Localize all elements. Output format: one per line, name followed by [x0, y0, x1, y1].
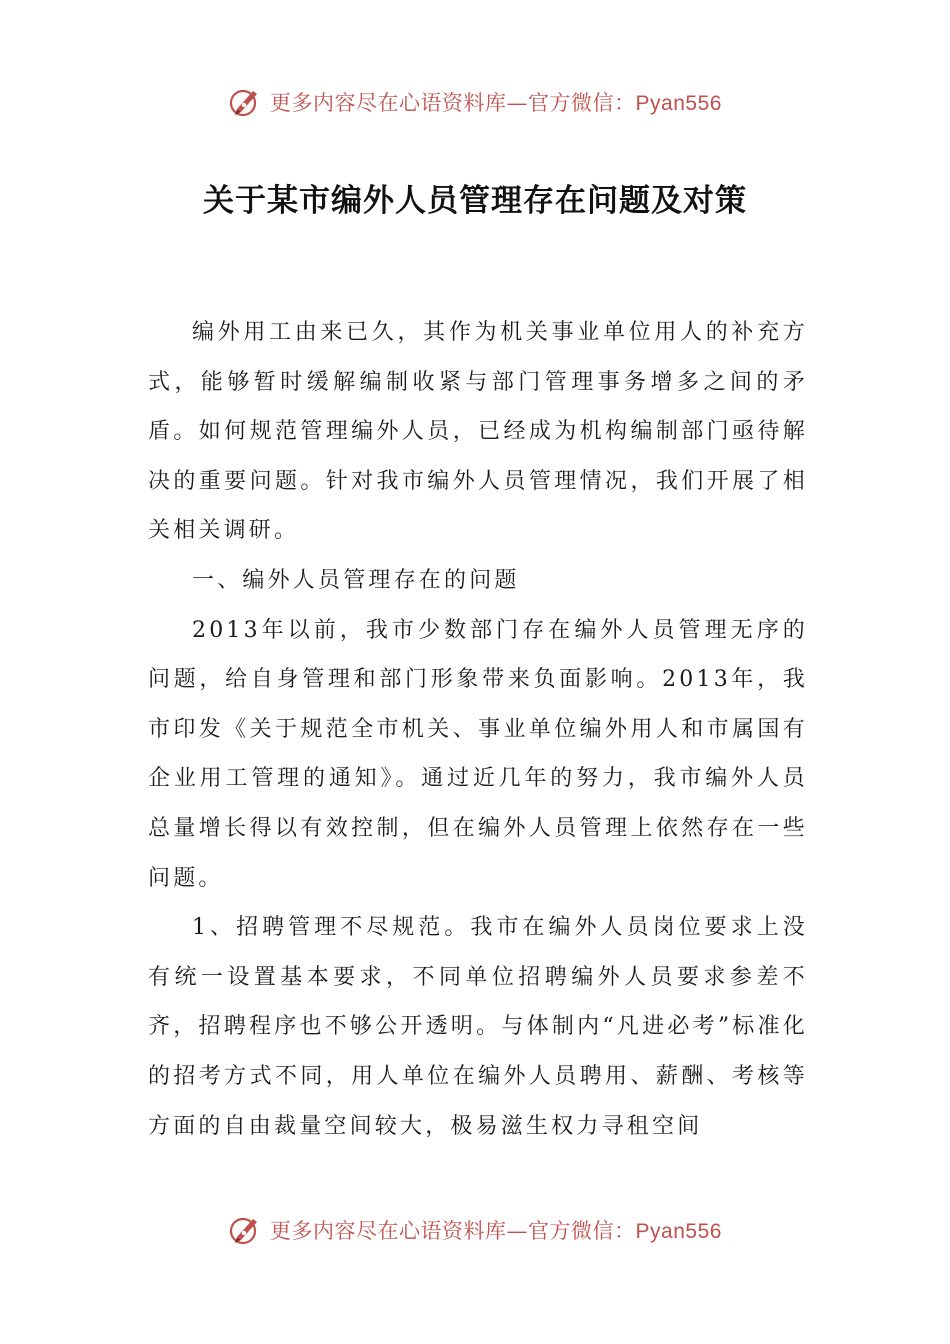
paragraph-issue-1: 1、招聘管理不尽规范。我市在编外人员岗位要求上没有统一设置基本要求，不同单位招聘编外人员要求参差不齐，招聘程序也不够公开透明。与体制内“凡进必考”标准化的招考方式不同，用人单位在编外人员聘用、薪酬、考核等方面的自由裁量空间较大，极易滋生权力寻租空间	[148, 915, 808, 1139]
watermark-account: Pyan556	[635, 92, 722, 115]
section-heading: 一、编外人员管理存在的问题	[192, 567, 520, 593]
watermark-text: 更多内容尽在心语资料库—官方微信：Pyan556	[270, 91, 722, 115]
watermark-account: Pyan556	[635, 1220, 722, 1243]
document-title: 关于某市编外人员管理存在问题及对策	[203, 183, 747, 219]
document-body	[148, 308, 808, 1151]
pen-circle-logo-icon	[228, 85, 262, 119]
footer-watermark	[0, 1210, 950, 1250]
header-watermark	[0, 82, 950, 122]
paragraph-intro: 编外用工由来已久，其作为机关事业单位用人的补充方式，能够暂时缓解编制收紧与部门管理事务增多之间的矛盾。如何规范管理编外人员，已经成为机构编制部门亟待解决的重要问题。针对我市编外人员管理情况，我们开展了相关相关调研。	[148, 320, 808, 544]
pen-circle-logo-icon	[228, 1213, 262, 1247]
watermark-text: 更多内容尽在心语资料库—官方微信：Pyan556	[270, 1219, 722, 1243]
paragraph-background: 2013年以前，我市少数部门存在编外人员管理无序的问题，给自身管理和部门形象带来负面影响。2013年，我市印发《关于规范全市机关、事业单位编外用人和市属国有企业用工管理的通知》。通过近几年的努力，我市编外人员总量增长得以有效控制，但在编外人员管理上依然存在一些问题。	[148, 617, 808, 891]
